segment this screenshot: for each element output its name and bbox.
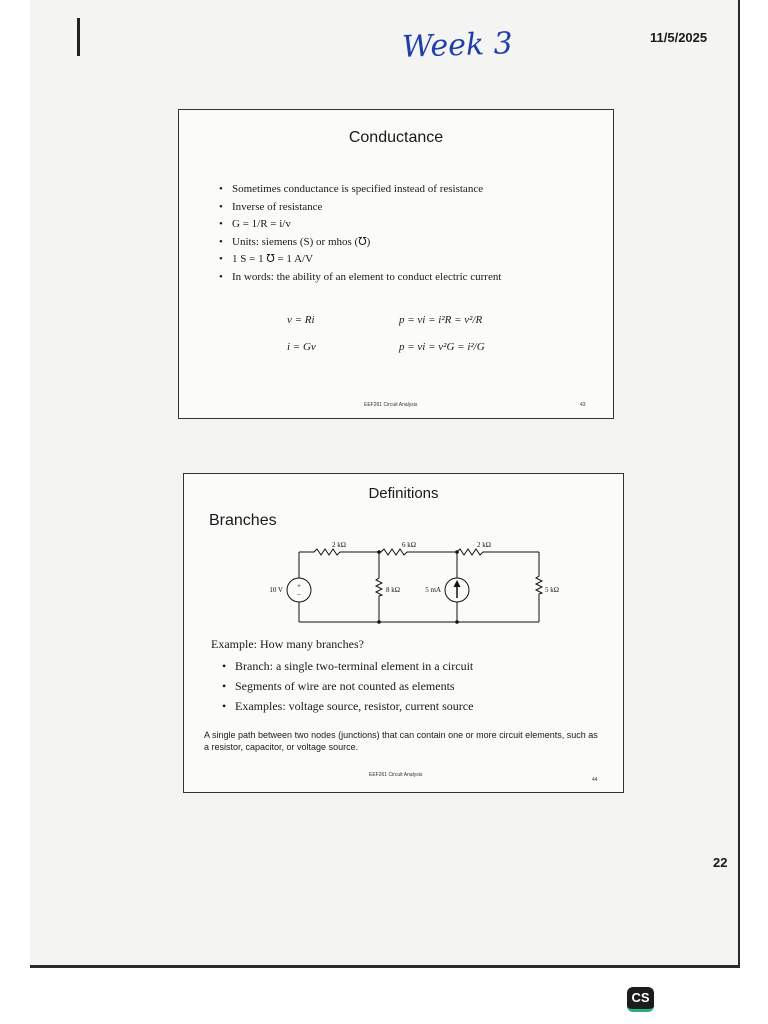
- node-dot: [455, 620, 459, 624]
- resistor-8k: [376, 552, 382, 622]
- label-r-right: 5 kΩ: [545, 586, 559, 594]
- node-dot: [377, 620, 381, 624]
- equation-power-conductance: p = vi = v²G = i²/G: [399, 341, 485, 353]
- slide-conductance: [178, 109, 614, 419]
- label-r-top-right: 2 kΩ: [477, 541, 491, 549]
- bullet-list: [219, 181, 609, 286]
- slide-number: 43: [580, 402, 586, 408]
- slide-definitions: [183, 473, 624, 793]
- slide-footer: EEF261 Circuit Analysis: [369, 772, 423, 778]
- camscanner-logo[interactable]: CS: [627, 987, 654, 1012]
- resistor-5k: [536, 552, 542, 622]
- bullet-item: • 1 S = 1 ℧ = 1 A/V: [219, 251, 609, 269]
- bullet-item: • Inverse of resistance: [219, 199, 609, 217]
- slide-footer: EEF261 Circuit Analysis: [364, 402, 418, 408]
- example-question: Example: How many branches?: [211, 637, 364, 651]
- pen-mark: [77, 18, 80, 56]
- label-r-top-mid: 6 kΩ: [402, 541, 416, 549]
- node-dot: [377, 550, 381, 554]
- circuit-diagram: [259, 540, 559, 634]
- slide-subheading: Branches: [209, 512, 277, 529]
- label-r-top-left: 2 kΩ: [332, 541, 346, 549]
- slide-title: Conductance: [348, 129, 444, 146]
- svg-text:+: +: [297, 582, 301, 590]
- equation-power-resistance: p = vi = i²R = v²/R: [399, 314, 483, 326]
- bullet-item: • Examples: voltage source, resistor, current source: [222, 696, 473, 716]
- branch-definition: A single path between two nodes (junctions) that can contain one or more circuit elements, such as a resistor, capacitor, or voltage source.: [204, 730, 598, 752]
- arrow-up-icon: [454, 580, 461, 587]
- label-source-i: 5 mA: [425, 586, 441, 594]
- svg-text:−: −: [297, 591, 301, 599]
- bullet-list: [222, 656, 473, 716]
- bullet-item: • In words: the ability of an element to conduct electric current: [219, 269, 609, 287]
- equation-ohm-conductance: i = Gv: [287, 341, 316, 353]
- bullet-item: • Units: siemens (S) or mhos (℧): [219, 234, 609, 252]
- bullet-item: • Segments of wire are not counted as elements: [222, 676, 473, 696]
- handwritten-note: Week 3: [401, 26, 514, 65]
- bullet-item: • Branch: a single two-terminal element in a circuit: [222, 656, 473, 676]
- page-number: 22: [713, 855, 728, 870]
- bullet-item: • Sometimes conductance is specified instead of resistance: [219, 181, 609, 199]
- top-wire: [299, 549, 539, 555]
- equation-ohm: v = Ri: [287, 314, 315, 326]
- slide-title: Definitions: [368, 485, 439, 502]
- node-dot: [455, 550, 459, 554]
- label-r-mid: 8 kΩ: [386, 586, 400, 594]
- label-source-v: 10 V: [269, 586, 283, 594]
- slide-number: 44: [592, 777, 598, 783]
- bullet-item: • G = 1/R = i/v: [219, 216, 609, 234]
- page-date: 11/5/2025: [650, 30, 708, 45]
